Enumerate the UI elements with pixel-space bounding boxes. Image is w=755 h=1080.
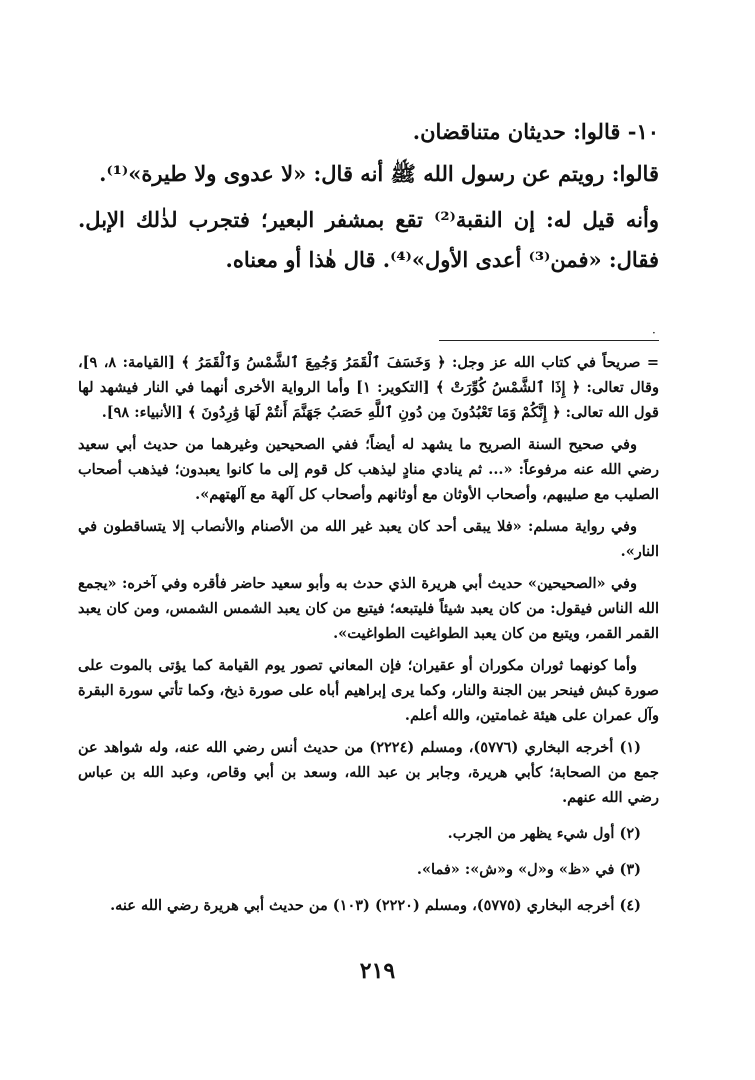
main-paragraph-1: قالوا: رويتم عن رسول الله ﷺ أنه قال: «لا عدوى ولا طيرة»⁽¹⁾. <box>99 161 659 186</box>
section-heading: ١٠- قالوا: حديثان متناقضان. <box>412 119 659 144</box>
footnote-divider <box>439 340 659 341</box>
footnotes-area <box>78 350 659 929</box>
footnote-1: (١) أخرجه البخاري (٥٧٧٦)، ومسلم (٢٢٢٤) من حديث أنس رضي الله عنه، وله شواهد عن جمع من الصحابة؛ كأبي هريرة، وجابر بن عبد الله، وسعد بن أبي وقاص، وعبد الله بن عباس رضي الله عنهم. <box>78 739 659 806</box>
page-number: ٢١٩ <box>359 958 396 984</box>
note-paragraph-5: وأما كونهما ثوران مكوران أو عقيران؛ فإن المعاني تصور يوم القيامة كما يؤتى بالموت على صورة كبش فينحر بين الجنة والنار، وكما يرى إبراهيم أباه على صورة ذيخ، وكما تأتي سورة البقرة وآل عمران على هيئة غمامتين، والله أعلم. <box>78 657 659 724</box>
note-paragraph-3: وفي رواية مسلم: «فلا يبقى أحد كان يعبد غير الله من الأصنام والأنصاب إلا يتساقطون في النار». <box>78 518 659 560</box>
main-text <box>78 112 659 280</box>
note-paragraph-4: وفي «الصحيحين» حديث أبي هريرة الذي حدث به وأبو سعيد حاضر فأقره وفي آخره: «يجمع الله الناس فيقول: من كان يعبد شيئاً فليتبعه؛ فيتبع من كان يعبد الشمس الشمس، ومن كان يعبد القمر القمر، ويتبع من كان يعبد الطواغيت الطواغيت». <box>78 575 659 642</box>
footnote-3: (٣) في «ظ» و«ل» و«ش»: «فما». <box>416 861 641 878</box>
footnote-list <box>78 735 659 918</box>
stray-mark: · <box>652 326 656 340</box>
footnote-4: (٤) أخرجه البخاري (٥٧٧٥)، ومسلم (٢٢٢٠) (١٠٣) من حديث أبي هريرة رضي الله عنه. <box>110 897 641 914</box>
main-paragraph-2: وأنه قيل له: إن النقبة⁽²⁾ تقع بمشفر البعير؛ فتجرب لذٰلك الإبل. فقال: «فمن⁽³⁾ أعدى الأول»⁽⁴⁾. قال هٰذا أو معناه. <box>78 207 659 272</box>
footnote-2: (٢) أول شيء يظهر من الجرب. <box>447 825 641 842</box>
note-continuation: = صريحاً في كتاب الله عز وجل: ﴿ وَخَسَفَ ٱلْقَمَرُ وَجُمِعَ ٱلشَّمْسُ وَٱلْقَمَرُ ﴾ [القيامة: ٨، ٩]، وقال تعالى: ﴿ إِذَا ٱلشَّمْسُ كُوِّرَتْ ﴾ [التكوير: ١] وأما الرواية الأخرى أنهما في النار فيشهد لها قول الله تعالى: ﴿ إِنَّكُمْ وَمَا تَعْبُدُونَ مِن دُونِ ٱللَّهِ حَصَبُ جَهَنَّمَ أَنتُمْ لَهَا وَٰرِدُونَ ﴾ [الأنبياء: ٩٨]. <box>78 354 659 421</box>
note-paragraph-2: وفي صحيح السنة الصريح ما يشهد له أيضاً؛ ففي الصحيحين وغيرهما من حديث أبي سعيد رضي الله عنه مرفوعاً: «... ثم ينادي منادٍ ليذهب كل قوم إلى ما كانوا يعبدون؛ فيذهب أصحاب الصليب مع صليبهم، وأصحاب الأوثان مع أوثانهم وأصحاب كل آلهة مع آلهتهم». <box>78 436 659 503</box>
